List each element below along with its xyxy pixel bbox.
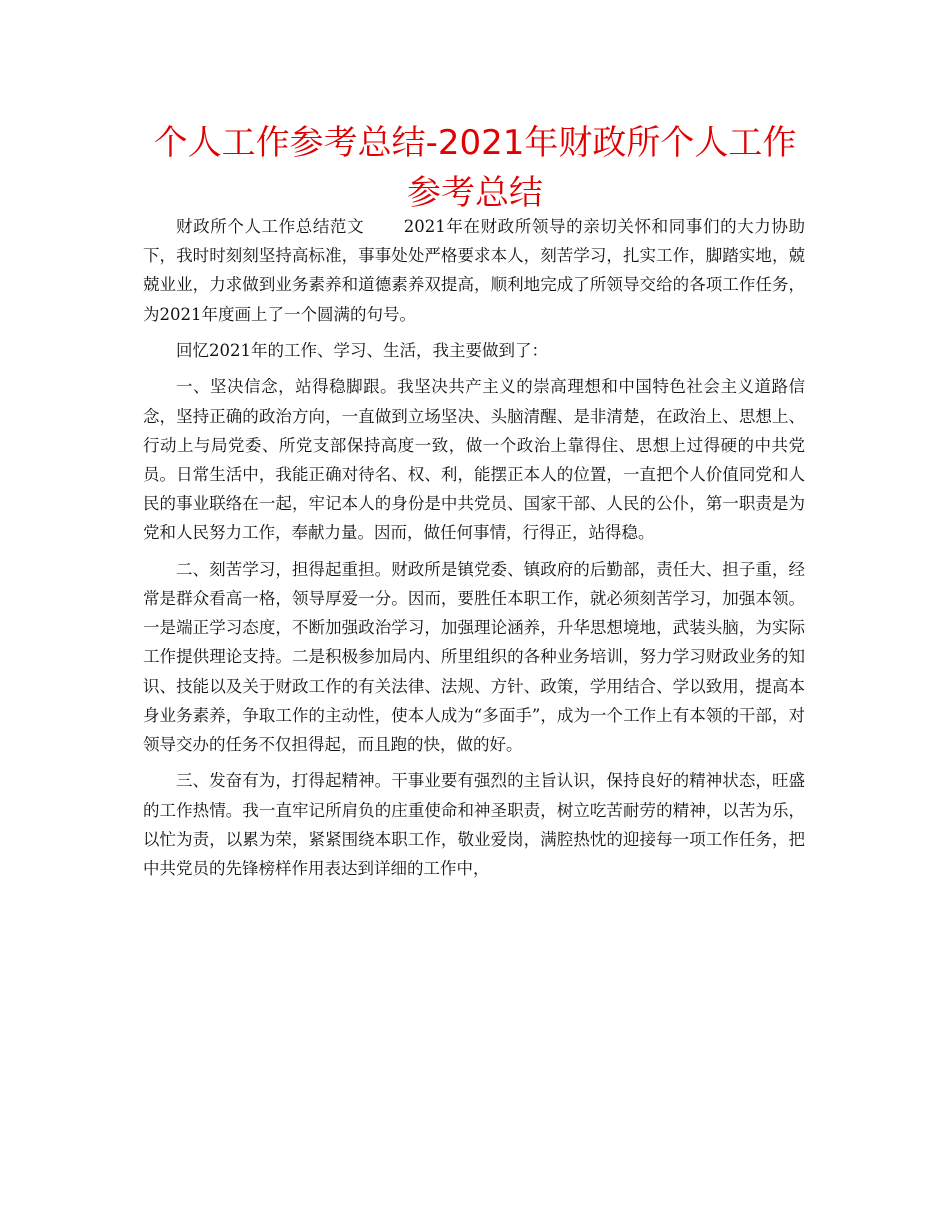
intro-text: 2021年在财政所领导的亲切关怀和同事们的大力协助下，我时时刻刻坚持高标准，事事处处严格要求本人，刻苦学习，扎实工作，脚踏实地，兢兢业业，力求做到业务素养和道德素养双提高，顺利地完成了所领导交给的各项工作任务，为2021年度画上了一个圆满的句号。 (143, 217, 805, 324)
paragraph-spirit: 三、发奋有为，打得起精神。干事业要有强烈的主旨认识，保持良好的精神状态，旺盛的工作热情。我一直牢记所肩负的庄重使命和神圣职责，树立吃苦耐劳的精神，以苦为乐，以忙为责，以累为荣，紧紧围绕本职工作，敬业爱岗，满腔热忱的迎接每一项工作任务，把中共党员的先锋榜样作用表达到详细的工作中， (143, 771, 805, 879)
paragraph-belief: 一、坚决信念，站得稳脚跟。我坚决共产主义的崇高理想和中国特色社会主义道路信念，坚持正确的政治方向，一直做到立场坚决、头脑清醒、是非清楚，在政治上、思想上、行动上与局党委、所党支部保持高度一致，做一个政治上靠得住、思想上过得硬的中共党员。日常生活中，我能正确对待名、权、利，能摆正本人的位置，一直把个人价值同党和人民的事业联络在一起，牢记本人的身份是中共党员、国家干部、人民的公仆，第一职责是为党和人民努力工作，奉献力量。因而，做任何事情，行得正，站得稳。 (143, 377, 805, 543)
intro-paragraph (143, 212, 805, 329)
paragraph-study: 二、刻苦学习，担得起重担。财政所是镇党委、镇政府的后勤部，责任大、担子重，经常是群众看高一格，领导厚爱一分。因而，要胜任本职工作，就必须刻苦学习，加强本领。一是端正学习态度，不断加强政治学习，加强理论涵养，升华思想境地，武装头脑，为实际工作提供理论支持。二是积极参加局内、所里组织的各种业务培训，努力学习财政业务的知识、技能以及关于财政工作的有关法律、法规、方针、政策，学用结合、学以致用，提高本身业务素养，争取工作的主动性，使本人成为“多面手”，成为一个工作上有本领的干部，对领导交办的任务不仅担得起，而且跑的快，做的好。 (143, 559, 805, 755)
document-title: 个人工作参考总结-2021年财政所个人工作参考总结 (153, 123, 797, 213)
intro-lead: 财政所个人工作总结范文 (176, 217, 365, 236)
document-body (143, 212, 805, 890)
paragraph-review: 回忆2021年的工作、学习、生活，我主要做到了： (176, 341, 548, 360)
